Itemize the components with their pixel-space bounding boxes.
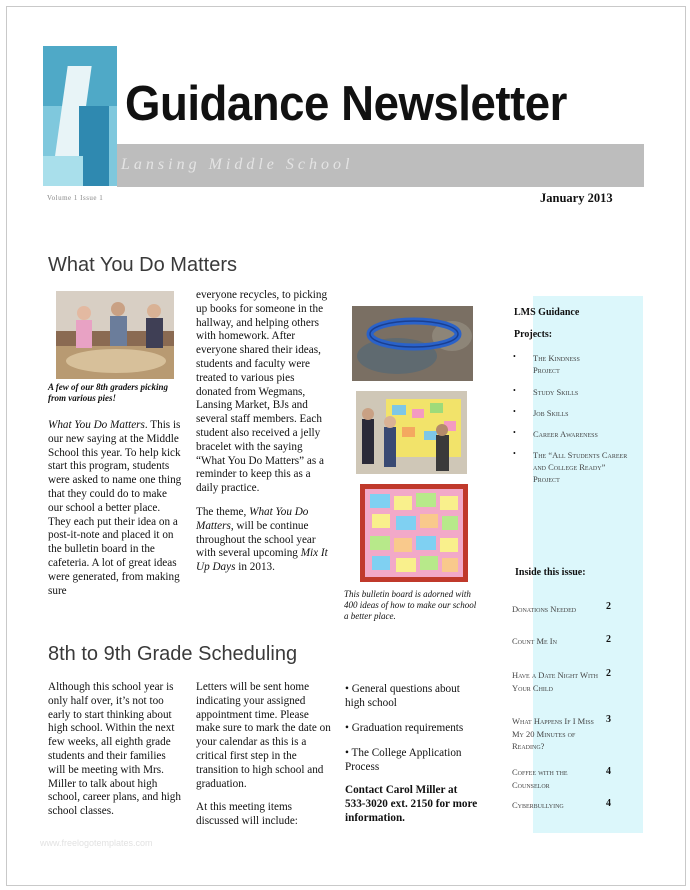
article2-column-2 (196, 681, 332, 829)
toc-item-page: 3 (606, 714, 611, 725)
article2-column-1 (48, 681, 184, 819)
newsletter-title: Guidance Newsletter (125, 77, 567, 131)
sidebar-subheading: Projects: (514, 329, 553, 340)
project-item: Job Skills (533, 408, 569, 418)
school-name-bar (117, 144, 644, 187)
toc-item-label: Donations Needed (512, 604, 577, 614)
school-name: Lansing Middle School (121, 156, 354, 173)
toc-item-label: Cyberbullying (512, 800, 564, 810)
article1-col1-text: . This is our new saying at the Middle School this year. To help kick start this program, students were asked to name one thing that they could do to make our school a better place. They each put their idea on a post-it-note and placed it on the bulletin board in the cafeteria. A lot of great ideas were generated, from making sure (48, 419, 182, 597)
article2-col2-p1: Letters will be sent home indicating your assigned appointment time. Please make sure to mark the date on your calendar as this is a critical first step in the transition to high school and graduation. (196, 681, 331, 790)
bulletin-board-ideas-photo (360, 484, 468, 582)
toc-item-label: Have a Date Night With Your Child (512, 670, 598, 693)
project-item: Career Awareness (533, 429, 598, 439)
project-item: Study Skills (533, 387, 579, 397)
toc-item-page: 2 (606, 601, 611, 612)
article2-col2-p2: At this meeting items discussed will include: (196, 801, 298, 828)
bulletin-board-caption: This bulletin board is adorned with 400 ideas of how to make our school a better place. (344, 589, 477, 621)
photo-caption: A few of our 8th graders picking from various pies! (48, 382, 169, 403)
bullet-icon: • (513, 352, 516, 361)
article-heading-what-you-do-matters: What You Do Matters (48, 254, 237, 276)
meeting-item: • The College Application Process (345, 747, 462, 773)
bullet-icon: • (513, 407, 516, 416)
school-logo (43, 46, 117, 186)
article1-column-2 (196, 289, 332, 575)
volume-issue: Volume 1 Issue 1 (47, 194, 104, 202)
toc-item-page: 4 (606, 766, 611, 777)
bullet-icon: • (513, 449, 516, 458)
toc-item-page: 2 (606, 634, 611, 645)
article1-col2-text: everyone recycles, to picking up books for someone in the hallway, and helping others with homework. After everyone shared their ideas, students and faculty were treated to various pies donated from Wegmans, Lansing Market, BJs and several staff members. Each student also received a jelly bracelet with the saying “What You Do Matters” as a reminder to keep this as a daily practice. (196, 289, 328, 495)
bullet-icon: • (513, 428, 516, 437)
toc-item-page: 4 (606, 798, 611, 809)
article-heading-scheduling: 8th to 9th Grade Scheduling (48, 643, 298, 665)
sidebar-heading: LMS Guidance (514, 307, 580, 318)
article1-column-1 (48, 419, 183, 598)
contact-info: Contact Carol Miller at 533-3020 ext. 2150 for more information. (345, 784, 478, 824)
project-item: The “All Students Career and College Ready” Project (533, 450, 628, 484)
jelly-bracelet-photo (352, 306, 473, 381)
issue-date: January 2013 (540, 191, 613, 205)
toc-item-label: Count Me In (512, 636, 557, 646)
meeting-item: • General questions about high school (345, 683, 460, 709)
project-item: The Kindness Project (533, 353, 580, 375)
toc-item-page: 2 (606, 668, 611, 679)
toc-item-label: What Happens If I Miss My 20 Minutes of Reading? (512, 716, 594, 751)
footer-watermark: www.freelogotemplates.com (40, 838, 153, 848)
bullet-icon: • (513, 386, 516, 395)
inside-issue-heading: Inside this issue: (515, 567, 586, 578)
toc-item-label: Coffee with the Counselor (512, 767, 568, 790)
bulletin-board-students-photo (356, 391, 467, 474)
students-pies-photo (56, 291, 174, 379)
meeting-item: • Graduation requirements (345, 722, 464, 734)
italic-lead: What You Do Matters (48, 419, 145, 431)
article2-col1-text: Although this school year is only half over, it’s not too early to start thinking about high school. Within the next few weeks, all eighth grade students and their families will be meeting with Mrs. Miller to talk about high school, career plans, and high school classes. (48, 681, 181, 818)
article1-col2-p2: The theme, What You Do Matters, will be continue throughout the school year with several upcoming Mix It Up Days in 2013. (196, 505, 328, 574)
